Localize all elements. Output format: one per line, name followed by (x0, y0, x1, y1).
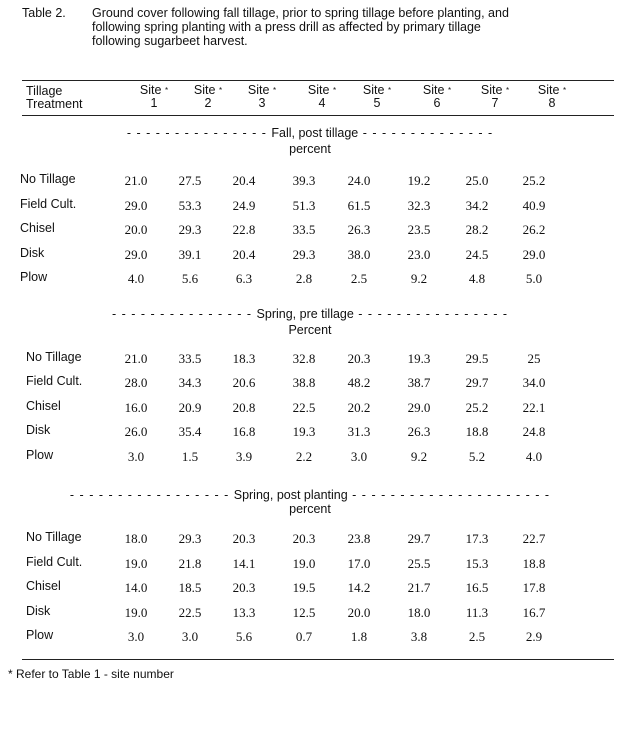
section-title-text: Spring, post planting (233, 488, 348, 502)
row-label: Field Cult. (20, 196, 77, 211)
section-title-text: Fall, post tillage (271, 126, 359, 140)
site-header-5 (345, 84, 409, 110)
row-label: Plow (26, 628, 54, 643)
section-dashes-right: - - - - - - - - - - - - - - - - (353, 307, 508, 321)
table-cell: 16.8 (232, 424, 256, 440)
table-cell: 33.5 (178, 351, 202, 366)
table-cell: 38.7 (407, 375, 431, 391)
table-cell: 18.0 (407, 604, 431, 620)
table-cell: 25.2 (522, 173, 546, 188)
table-row (0, 604, 620, 622)
table-cell: 19.3 (407, 351, 431, 366)
table-cell: 23.8 (347, 531, 371, 546)
table-cell: 26.0 (124, 424, 148, 440)
table-cell: 29.3 (178, 531, 202, 546)
table-cell: 29.3 (178, 222, 202, 237)
section-dashes-left: - - - - - - - - - - - - - - - (126, 126, 272, 140)
table-cell: 19.0 (124, 604, 148, 620)
table-cell: 21.0 (124, 351, 148, 366)
caption-line-3: following sugarbeet harvest. (92, 34, 248, 48)
table-cell: 25.0 (465, 173, 489, 188)
table-cell: 29.5 (465, 351, 489, 366)
row-label: Plow (26, 447, 54, 462)
site-number: 3 (258, 96, 266, 110)
row-label: No Tillage (26, 530, 82, 544)
table-cell: 14.1 (232, 555, 256, 571)
table-cell: 22.8 (232, 222, 256, 237)
table-cell: 19.3 (292, 424, 316, 440)
row-label: Chisel (26, 579, 61, 594)
table-cell: 1.5 (181, 448, 199, 464)
table-cell: 9.2 (410, 271, 428, 286)
table-row (0, 221, 620, 239)
footnote-marker: * (447, 86, 452, 95)
table-cell: 20.2 (347, 399, 371, 415)
table-cell: 24.8 (522, 424, 546, 440)
table-cell: 17.8 (522, 580, 546, 596)
table-cell: 12.5 (292, 604, 316, 620)
table-cell: 5.6 (181, 271, 199, 286)
site-number: 5 (373, 96, 381, 110)
table-cell: 34.3 (178, 375, 202, 391)
table-cell: 40.9 (522, 197, 546, 213)
table-cell: 3.8 (410, 629, 428, 645)
header-top-rule (22, 80, 614, 81)
header-bottom-rule (22, 115, 614, 116)
table-cell: 25.2 (465, 399, 489, 415)
table-cell: 29.0 (522, 246, 546, 262)
table-cell: 24.0 (347, 173, 371, 188)
table-cell: 20.0 (347, 604, 371, 620)
site-number: 2 (204, 96, 212, 110)
section-title-3 (0, 488, 620, 502)
table-cell: 11.3 (465, 604, 489, 620)
site-header-6 (405, 84, 469, 110)
table-cell: 19.2 (407, 173, 431, 188)
footnote-marker: * (562, 86, 567, 95)
table-cell: 22.7 (522, 531, 546, 546)
table-cell: 27.5 (178, 173, 202, 188)
table-cell: 3.0 (127, 629, 145, 645)
table-cell: 29.0 (407, 399, 431, 415)
table-cell: 2.5 (468, 629, 486, 645)
table-cell: 22.5 (292, 399, 316, 415)
table-row (0, 350, 620, 368)
table-cell: 5.0 (525, 271, 543, 286)
table-cell: 24.9 (232, 197, 256, 213)
table-cell: 38.8 (292, 375, 316, 391)
table-cell: 3.9 (235, 448, 253, 464)
table-row (0, 628, 620, 646)
tillage-header-line-1: Tillage (26, 84, 63, 98)
table-cell: 20.3 (232, 580, 256, 596)
section-dashes-right: - - - - - - - - - - - - - - - - - - - - - (347, 488, 551, 502)
footnote: * Refer to Table 1 - site number (8, 667, 174, 681)
table-cell: 16.5 (465, 580, 489, 596)
section-dashes-left: - - - - - - - - - - - - - - - (112, 307, 257, 321)
tillage-treatment-header (26, 85, 83, 111)
table-cell: 21.8 (178, 555, 202, 571)
table-row (0, 172, 620, 190)
section-title-text: Spring, pre tillage (256, 307, 354, 321)
row-label: No Tillage (26, 350, 82, 364)
table-cell: 5.6 (235, 629, 253, 645)
table-cell: 20.0 (124, 222, 148, 237)
table-cell: 18.3 (232, 351, 256, 366)
table-cell: 18.8 (465, 424, 489, 440)
table-cell: 20.6 (232, 375, 256, 391)
table-cell: 2.9 (525, 629, 543, 645)
site-word: Site (422, 83, 448, 97)
row-label: Field Cult. (26, 554, 83, 569)
site-word: Site (480, 83, 506, 97)
site-word: Site (139, 83, 165, 97)
footnote-marker: * (332, 86, 337, 95)
table-cell: 20.4 (232, 246, 256, 262)
table-row (0, 270, 620, 288)
section-unit-3: percent (289, 502, 331, 516)
table-cell: 15.3 (465, 555, 489, 571)
table-cell: 22.5 (178, 604, 202, 620)
table-cell: 19.0 (292, 555, 316, 571)
table-cell: 20.8 (232, 399, 256, 415)
table-cell: 51.3 (292, 197, 316, 213)
footnote-marker: * (164, 86, 169, 95)
table-cell: 4.0 (525, 448, 543, 464)
table-cell: 32.3 (407, 197, 431, 213)
row-label: Plow (20, 270, 48, 284)
table-cell: 26.3 (407, 424, 431, 440)
table-cell: 25 (527, 351, 541, 366)
site-number: 8 (548, 96, 556, 110)
table-row (0, 197, 620, 215)
table-cell: 18.5 (178, 580, 202, 596)
row-label: Disk (26, 603, 51, 618)
site-word: Site (362, 83, 388, 97)
caption-label: Table 2. (22, 6, 66, 20)
caption-line-2: following spring planting with a press drill as affected by primary tillage (92, 20, 481, 34)
site-number: 6 (433, 96, 441, 110)
table-cell: 4.8 (468, 271, 486, 286)
section-unit-2: Percent (288, 323, 332, 337)
table-cell: 14.0 (124, 580, 148, 596)
table-cell: 25.5 (407, 555, 431, 571)
table-cell: 24.5 (465, 246, 489, 262)
table-row (0, 374, 620, 392)
section-dashes-left: - - - - - - - - - - - - - - - - - (69, 488, 234, 502)
table-cell: 16.7 (522, 604, 546, 620)
table-cell: 31.3 (347, 424, 371, 440)
row-label: No Tillage (20, 172, 76, 186)
footnote-marker: * (505, 86, 510, 95)
table-cell: 26.3 (347, 222, 371, 237)
site-number: 1 (150, 96, 158, 110)
site-word: Site (537, 83, 563, 97)
table-cell: 0.7 (295, 629, 313, 645)
site-number: 4 (318, 96, 326, 110)
footnote-marker: * (272, 86, 277, 95)
table-cell: 39.1 (178, 246, 202, 262)
table-cell: 21.7 (407, 580, 431, 596)
table-cell: 20.3 (347, 351, 371, 366)
table-cell: 18.8 (522, 555, 546, 571)
table-cell: 3.0 (181, 629, 199, 645)
table-cell: 17.0 (347, 555, 371, 571)
table-row (0, 399, 620, 417)
table-cell: 20.3 (232, 531, 256, 546)
table-cell: 34.0 (522, 375, 546, 391)
table-row (0, 579, 620, 597)
table-cell: 4.0 (127, 271, 145, 286)
table-cell: 9.2 (410, 448, 428, 464)
table-row (0, 530, 620, 548)
table-cell: 29.0 (124, 197, 148, 213)
site-header-3 (230, 84, 294, 110)
table-cell: 61.5 (347, 197, 371, 213)
table-cell: 53.3 (178, 197, 202, 213)
table-row (0, 246, 620, 264)
row-label: Chisel (26, 398, 61, 413)
table-cell: 14.2 (347, 580, 371, 596)
table-cell: 16.0 (124, 399, 148, 415)
table-cell: 5.2 (468, 448, 486, 464)
table-cell: 19.0 (124, 555, 148, 571)
table-cell: 35.4 (178, 424, 202, 440)
table-cell: 18.0 (124, 531, 148, 546)
row-label: Field Cult. (26, 374, 83, 389)
table-caption (22, 6, 612, 48)
table-cell: 17.3 (465, 531, 489, 546)
table-cell: 21.0 (124, 173, 148, 188)
footnote-marker: * (387, 86, 392, 95)
table-cell: 2.5 (350, 271, 368, 286)
table-cell: 28.0 (124, 375, 148, 391)
site-header-8 (520, 84, 584, 110)
table-row (0, 448, 620, 466)
table-cell: 26.2 (522, 222, 546, 237)
section-unit-1: percent (289, 142, 331, 156)
row-label: Chisel (20, 221, 55, 235)
table-row (0, 555, 620, 573)
table-cell: 32.8 (292, 351, 316, 366)
table-cell: 48.2 (347, 375, 371, 391)
table-cell: 6.3 (235, 271, 253, 286)
table-cell: 33.5 (292, 222, 316, 237)
table-cell: 1.8 (350, 629, 368, 645)
table-cell: 2.2 (295, 448, 313, 464)
table-cell: 22.1 (522, 399, 546, 415)
table-cell: 20.9 (178, 399, 202, 415)
footnote-marker: * (218, 86, 223, 95)
section-title-1 (0, 126, 620, 140)
table-cell: 3.0 (127, 448, 145, 464)
table-cell: 23.0 (407, 246, 431, 262)
site-word: Site (307, 83, 333, 97)
site-number: 7 (491, 96, 499, 110)
section-dashes-right: - - - - - - - - - - - - - - (358, 126, 494, 140)
table-cell: 29.7 (407, 531, 431, 546)
table-cell: 39.3 (292, 173, 316, 188)
tillage-header-line-2: Treatment (26, 97, 83, 111)
site-word: Site (247, 83, 273, 97)
site-header-7 (463, 84, 527, 110)
table-cell: 29.0 (124, 246, 148, 262)
row-label: Disk (26, 423, 51, 438)
section-title-2 (0, 307, 620, 321)
caption-line-1: Ground cover following fall tillage, prior to spring tillage before planting, and (92, 6, 509, 20)
site-word: Site (193, 83, 219, 97)
table-cell: 38.0 (347, 246, 371, 262)
table-cell: 20.3 (292, 531, 316, 546)
table-cell: 29.7 (465, 375, 489, 391)
table-cell: 19.5 (292, 580, 316, 596)
table-row (0, 423, 620, 441)
table-cell: 23.5 (407, 222, 431, 237)
table-cell: 2.8 (295, 271, 313, 286)
table-cell: 28.2 (465, 222, 489, 237)
row-label: Disk (20, 245, 45, 260)
table-cell: 29.3 (292, 246, 316, 262)
table-cell: 13.3 (232, 604, 256, 620)
table-bottom-rule (22, 659, 614, 660)
table-cell: 34.2 (465, 197, 489, 213)
table-cell: 20.4 (232, 173, 256, 188)
table-cell: 3.0 (350, 448, 368, 464)
